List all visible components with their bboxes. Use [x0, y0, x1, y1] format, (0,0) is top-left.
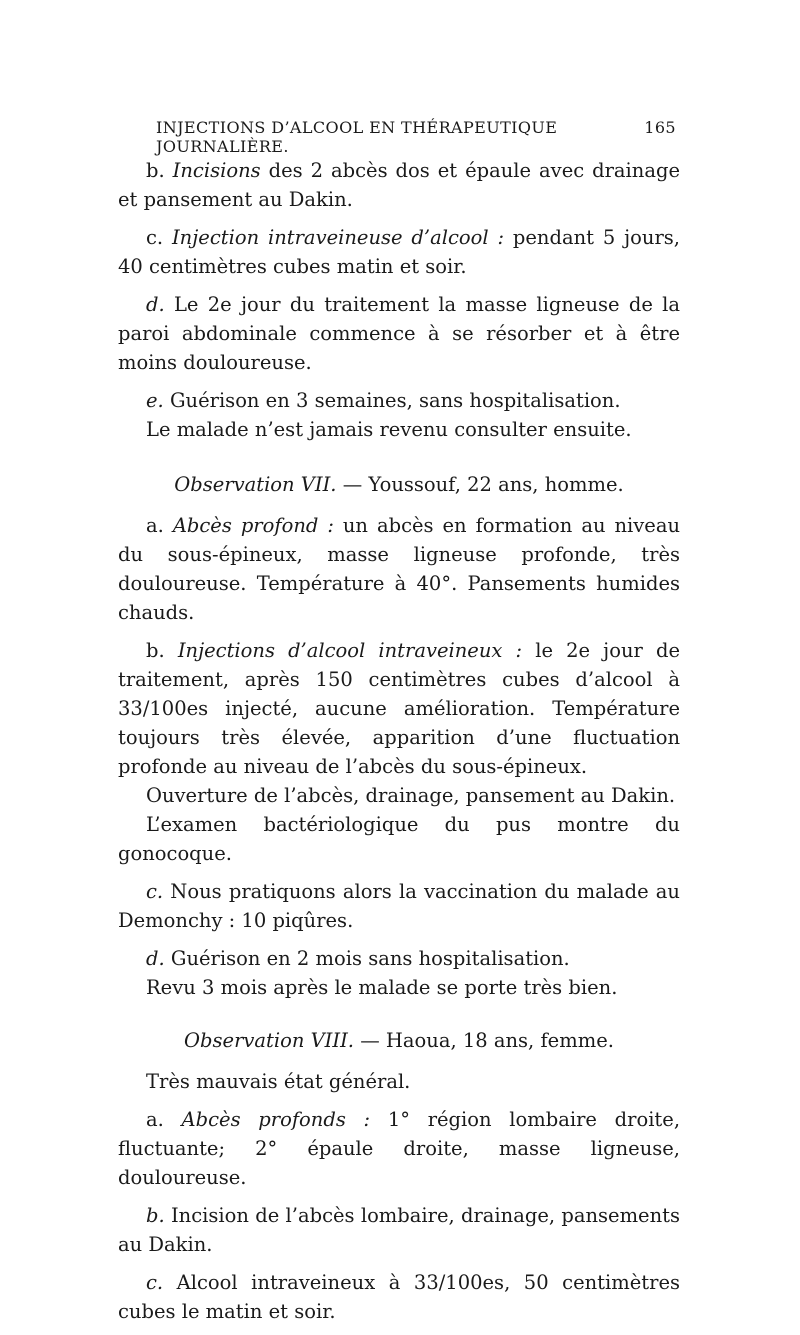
observation-subject: — Youssouf, 22 ans, homme. [336, 473, 624, 496]
item-heading: Abcès profonds : [181, 1108, 371, 1131]
paragraph-b-incisions [118, 156, 680, 214]
paragraph-text: Très mauvais état général. [146, 1070, 411, 1093]
observation-viii-heading [118, 1026, 680, 1055]
paragraph-c-vaccination [118, 877, 680, 935]
paragraph-text: Revu 3 mois après le malade se porte très bien. [146, 976, 618, 999]
paragraph-c-alcool [118, 1268, 680, 1326]
page-number: 165 [644, 118, 676, 137]
item-heading: Abcès profond : [172, 514, 334, 537]
paragraph-text: Guérison en 2 mois sans hospitalisation. [164, 947, 570, 970]
paragraph-text: pendant 5 jours, 40 centimètres cubes matin et soir. [118, 226, 680, 278]
paragraph-c-injection [118, 223, 680, 281]
item-heading: Injection intraveineuse d’alcool : [171, 226, 505, 249]
observation-label: Observation VII. [174, 473, 337, 496]
item-letter: d. [146, 293, 165, 316]
paragraph-text: le 2e jour de traitement, après 150 centimètres cubes d’alcool à 33/100es injecté, aucune amélioration. Température toujours très élevée, apparition d’une fluctuation profonde au niveau de l’abcès du sous-épineux. [118, 639, 680, 778]
item-letter: b. [146, 159, 165, 182]
paragraph-text: L’examen bactériologique du pus montre du gonocoque. [118, 813, 680, 865]
observation-subject: — Haoua, 18 ans, femme. [354, 1029, 614, 1052]
item-letter: e. [146, 389, 164, 412]
paragraph-examen [118, 810, 680, 868]
paragraph-b-incision [118, 1201, 680, 1259]
paragraph-text: Alcool intraveineux à 33/100es, 50 centimètres cubes le matin et soir. [118, 1271, 680, 1323]
item-letter: d. [146, 947, 165, 970]
item-letter: b. [146, 1204, 165, 1227]
paragraph-etat-general [118, 1067, 680, 1096]
paragraph-text: Ouverture de l’abcès, drainage, pansement au Dakin. [146, 784, 676, 807]
paragraph-a-abces-profonds [118, 1105, 680, 1192]
item-heading: Incisions [172, 159, 261, 182]
running-title: INJECTIONS D’ALCOOL EN THÉRAPEUTIQUE JOURNALIÈRE. [156, 118, 558, 156]
body-text [118, 156, 680, 1335]
paragraph-e-guerison [118, 386, 680, 415]
paragraph-b-injections [118, 636, 680, 781]
paragraph-text: des 2 abcès dos et épaule avec drainage et pansement au Dakin. [118, 159, 681, 211]
paragraph-a-abces-profond [118, 511, 680, 627]
item-letter: b. [146, 639, 165, 662]
item-letter: c. [146, 880, 164, 903]
paragraph-text: un abcès en formation au niveau du sous-épineux, masse ligneuse profonde, très douloureuse. Température à 40°. Pansements humides chauds. [118, 514, 681, 624]
running-header [156, 118, 676, 156]
paragraph-revu [118, 973, 680, 1002]
paragraph-malade [118, 415, 680, 444]
paragraph-d-guerison [118, 944, 680, 973]
paragraph-text: Nous pratiquons alors la vaccination du malade au Demonchy : 10 piqûres. [118, 880, 680, 932]
paragraph-text: Le 2e jour du traitement la masse ligneuse de la paroi abdominale commence à se résorber et à être moins douloureuse. [118, 293, 680, 374]
item-letter: c. [146, 1271, 164, 1294]
observation-vii-heading [118, 470, 680, 499]
observation-label: Observation VIII. [184, 1029, 354, 1052]
paragraph-text: 1° région lombaire droite, fluctuante; 2° épaule droite, masse ligneuse, douloureuse. [118, 1108, 681, 1189]
item-letter: a. [146, 514, 164, 537]
item-letter: a. [146, 1108, 164, 1131]
paragraph-text: Guérison en 3 semaines, sans hospitalisation. [163, 389, 621, 412]
item-heading: Injections d’alcool intraveineux : [177, 639, 523, 662]
paragraph-text: Le malade n’est jamais revenu consulter ensuite. [146, 418, 632, 441]
item-letter: c. [146, 226, 164, 249]
paragraph-text: Incision de l’abcès lombaire, drainage, pansements au Dakin. [118, 1204, 680, 1256]
paragraph-ouverture [118, 781, 680, 810]
paragraph-d-traitement [118, 290, 680, 377]
